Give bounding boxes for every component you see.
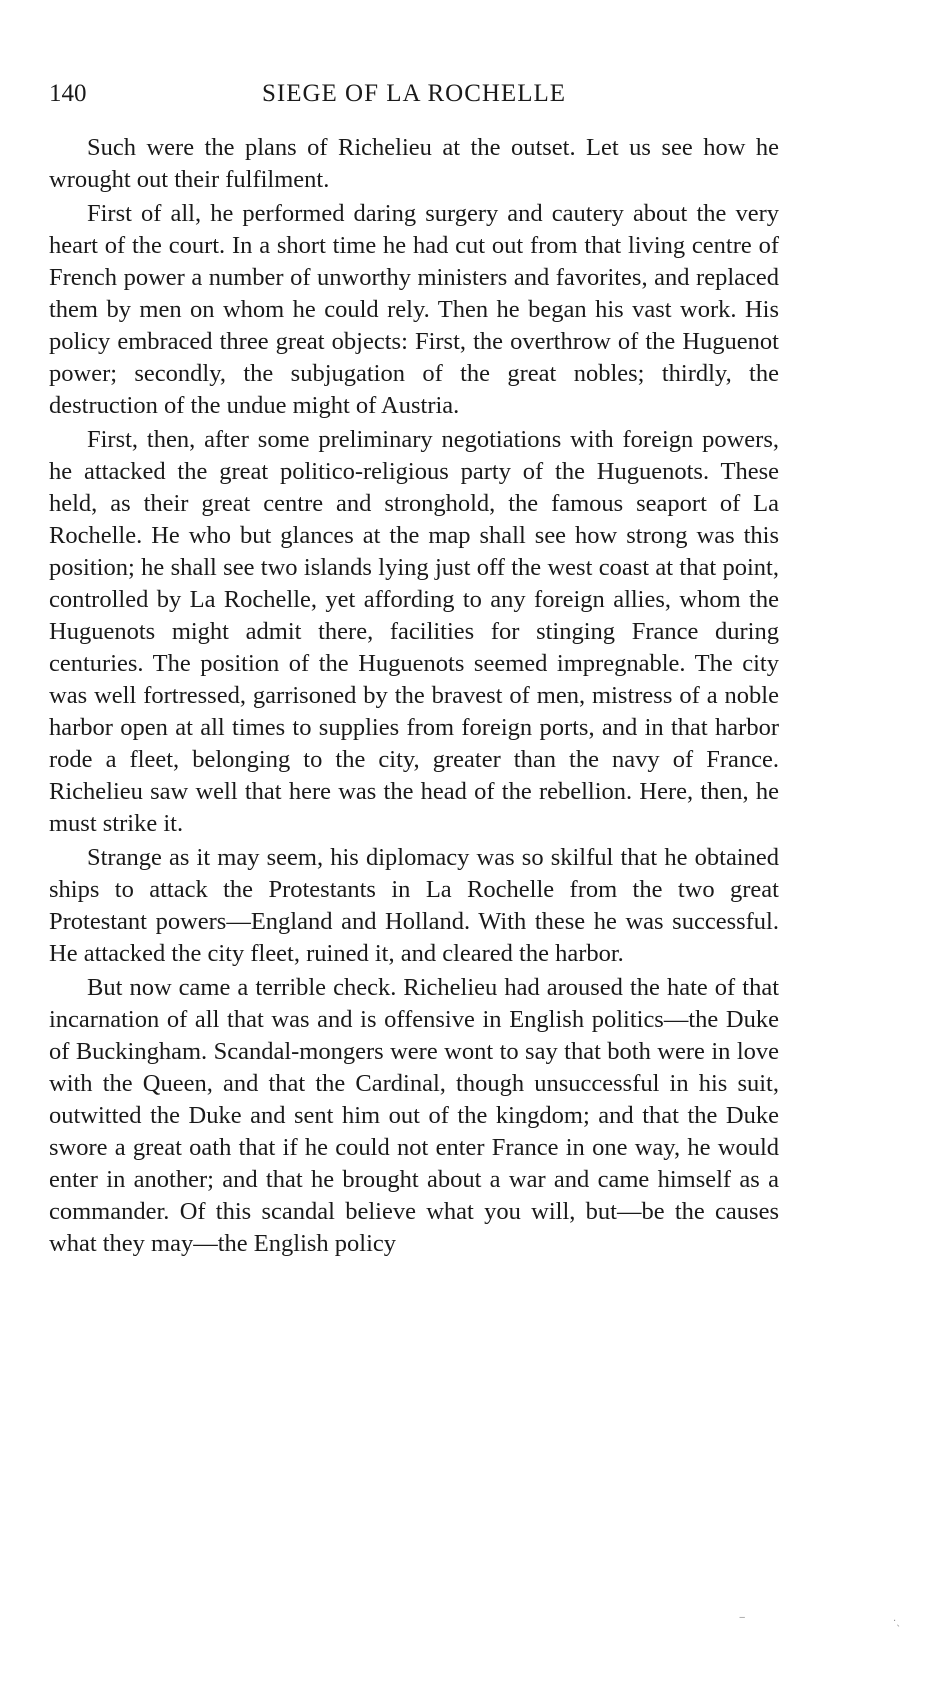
paragraph-4: Strange as it may seem, his diplomacy was so skilful that he obtained ships to attack the Protestants in La Rochelle from the two great Protestant powers—England and Holland. With these he was successful. He attacked the city fleet, ruined it, and cleared the harbor. [49,844,779,967]
paragraph-1: Such were the plans of Richelieu at the outset. Let us see how he wrought out their fulfilment. [49,134,779,193]
scan-mark: ·ˎ [893,1616,902,1627]
running-title: SIEGE OF LA ROCHELLE [261,80,567,107]
body-text [49,132,779,1262]
paragraph-5: But now came a terrible check. Richelieu had aroused the hate of that incarnation of all that was and is offensive in English politics—the Duke of Buckingham. Scandal-mongers were wont to say that both were in love with the Queen, and that the Cardinal, though unsuccessful in his suit, outwitted the Duke and sent him out of the kingdom; and that the Duke swore a great oath that if he could not enter France in one way, he would enter in another; and that he brought about a war and came himself as a commander. Of this scandal believe what you will, but—be the causes what they may—the English policy [49,974,779,1257]
scan-mark: ‒ [739,1612,746,1623]
paragraph-2: First of all, he performed daring surgery and cautery about the very heart of the court. In a short time he had cut out from that living centre of French power a number of unworthy ministers and favorites, and replaced them by men on whom he could rely. Then he began his vast work. His policy embraced three great objects: First, the overthrow of the Huguenot power; secondly, the subjugation of the great nobles; thirdly, the destruction of the undue might of Austria. [49,200,779,419]
page-number: 140 [49,80,87,107]
paragraph-3: First, then, after some preliminary negotiations with foreign powers, he attacked the great politico-religious party of the Huguenots. These held, as their great centre and stronghold, the famous seaport of La Rochelle. He who but glances at the map shall see how strong was this position; he shall see two islands lying just off the west coast at that point, controlled by La Rochelle, yet affording to any foreign allies, whom the Huguenots might admit there, facilities for stinging France during centuries. The position of the Huguenots seemed impregnable. The city was well fortressed, garrisoned by the bravest of men, mistress of a noble harbor open at all times to supplies from foreign ports, and in that harbor rode a fleet, belonging to the city, greater than the navy of France. Richelieu saw well that here was the head of the rebellion. Here, then, he must strike it. [49,426,779,837]
running-head [49,74,779,114]
